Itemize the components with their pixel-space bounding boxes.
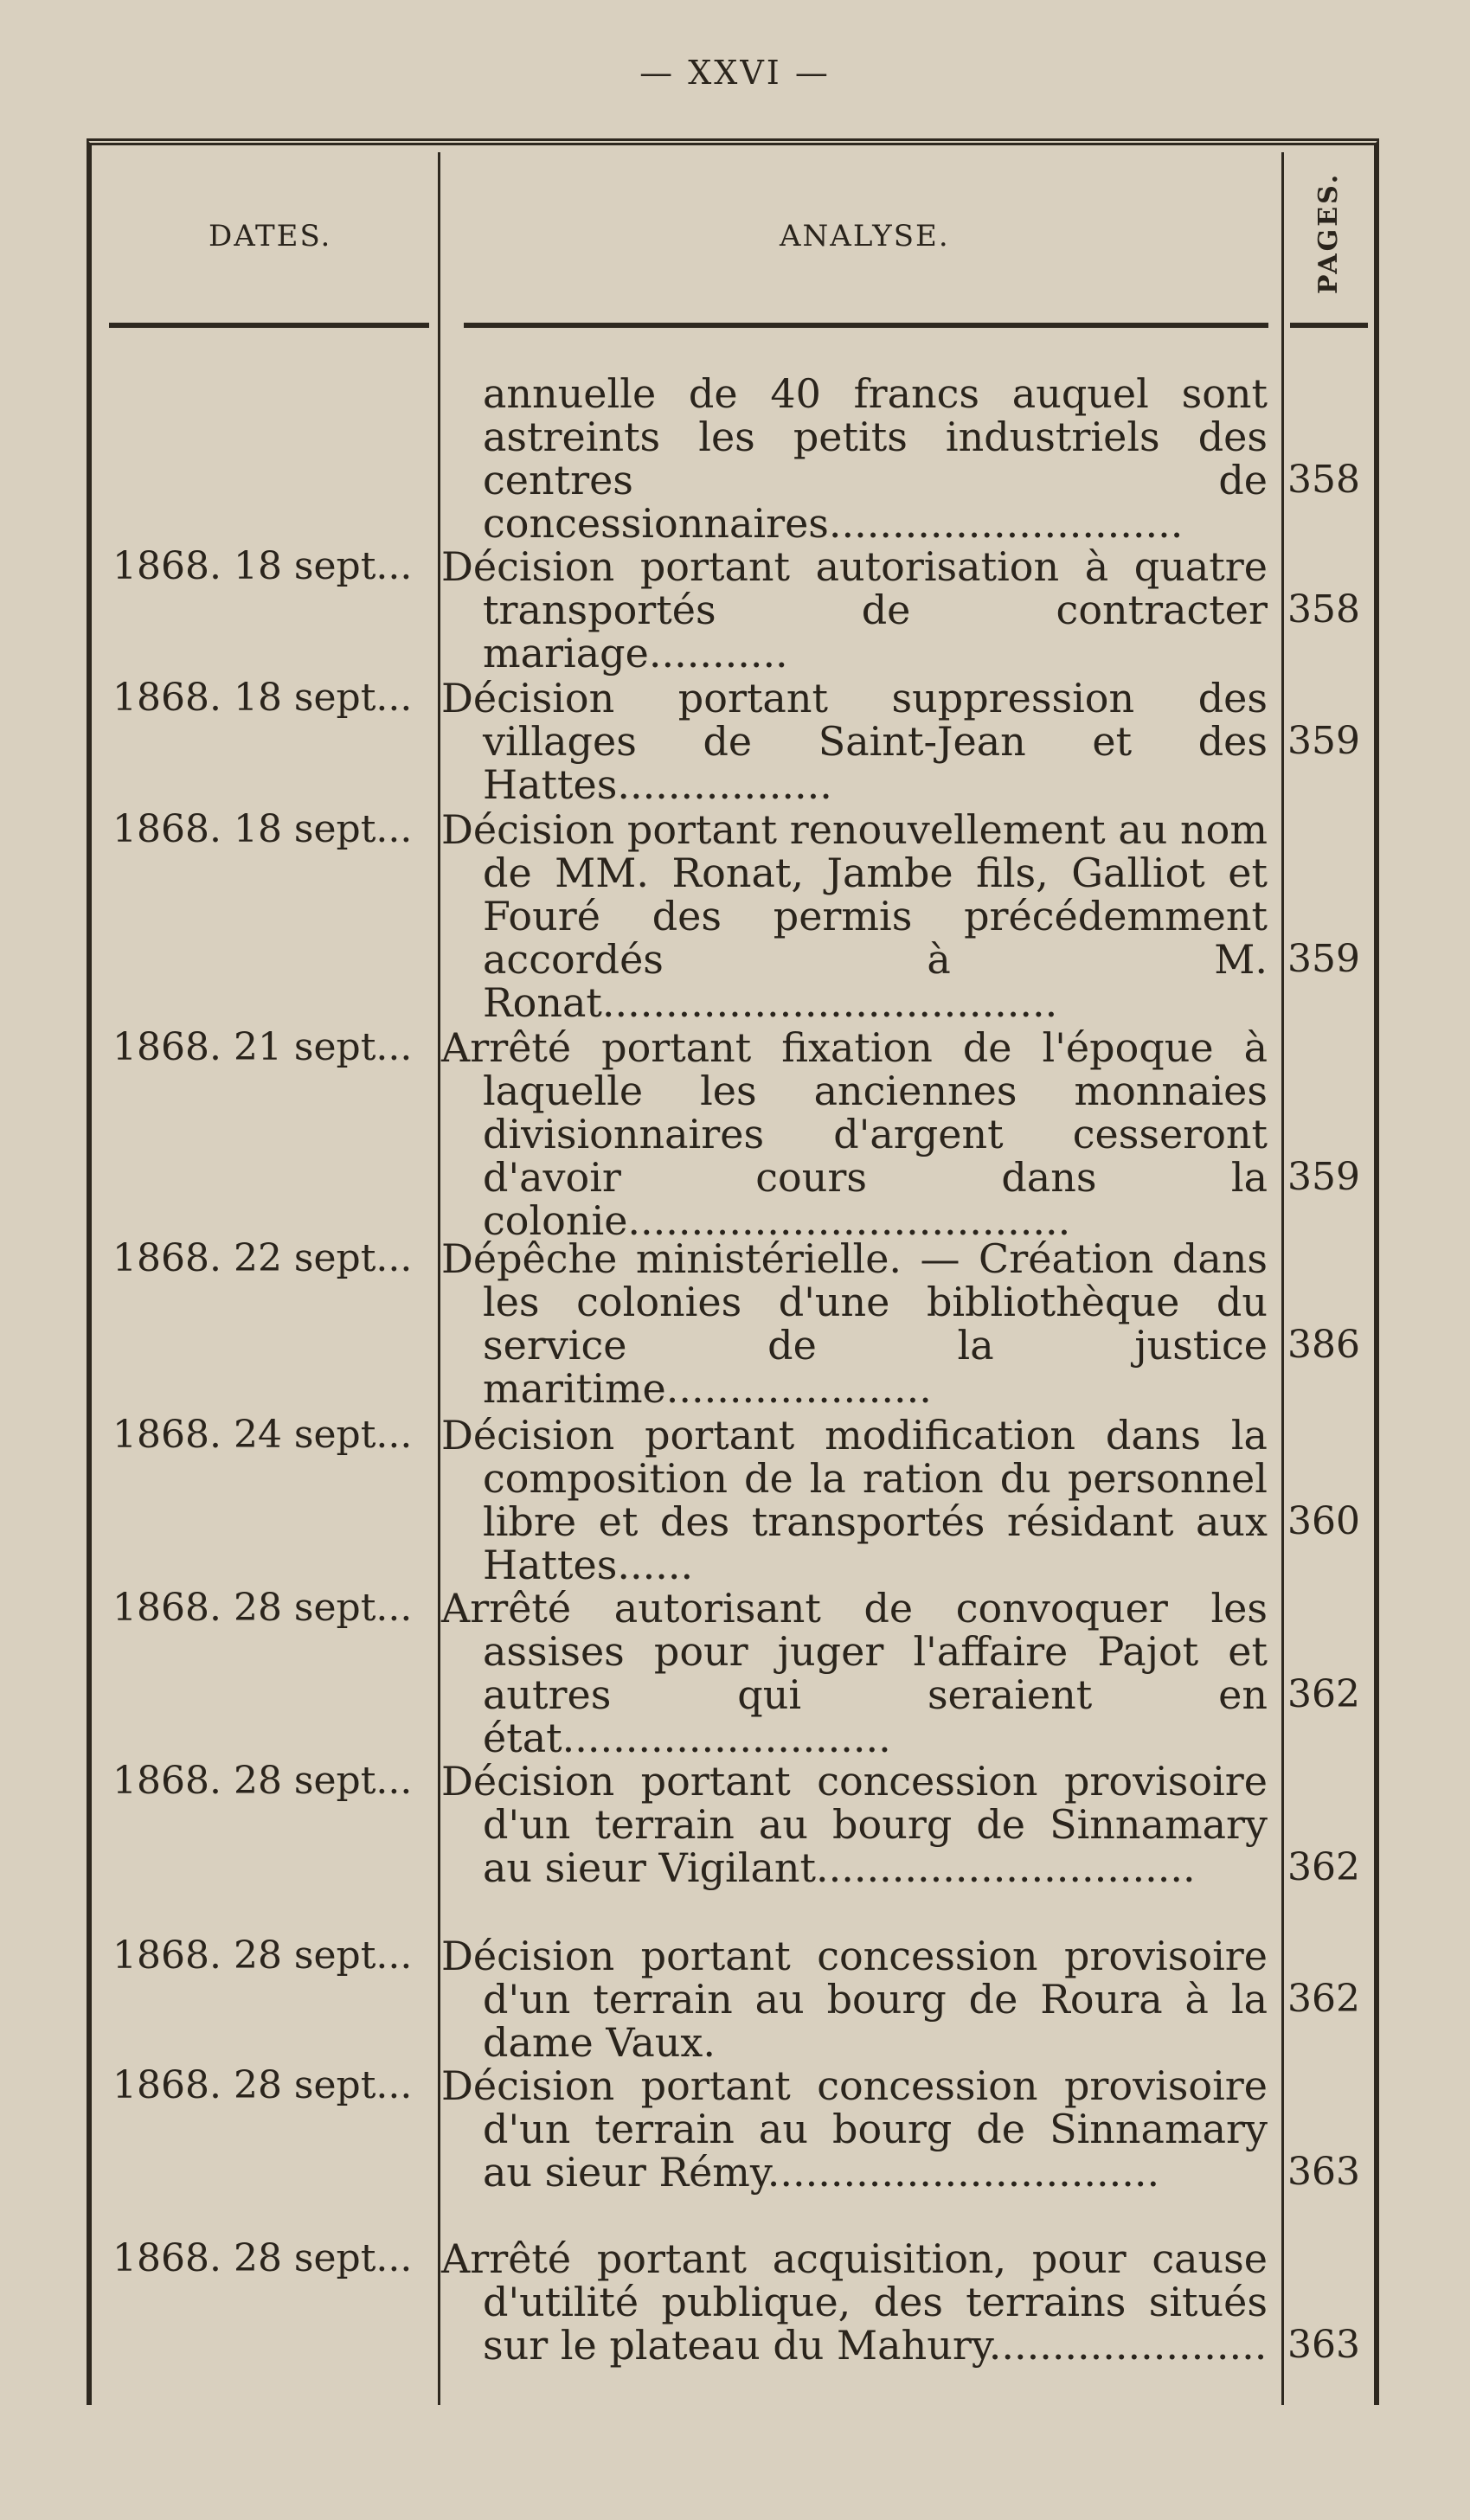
header-rule-dates (109, 323, 429, 328)
entry-date: 1868. 21 sept... (112, 1025, 413, 1069)
entry-page: 359 (1287, 937, 1360, 981)
entry-page: 358 (1287, 587, 1360, 632)
entry-date: 1868. 28 sept... (112, 1933, 413, 1978)
entry-date: 1868. 28 sept... (112, 1586, 413, 1630)
entry-date: 1868. 24 sept... (112, 1413, 413, 1457)
entry-page: 359 (1287, 1155, 1360, 1199)
entry-date: 1868. 28 sept... (112, 2236, 413, 2280)
entry-analyse: Arrêté autorisant de convoquer les assises pour juger l'affaire Pajot et autres qui seraient en état.......................... (441, 1585, 1268, 1761)
entry-page: 358 (1287, 458, 1360, 502)
entry-date: 1868. 28 sept... (112, 2063, 413, 2107)
page-number: — XXVI — (639, 54, 831, 92)
column-divider-dates (438, 152, 440, 2405)
header-dates: DATES. (209, 219, 332, 253)
entry-analyse: Décision portant concession provisoire d'un terrain au bourg de Sinnamary au sieur Rémy............................... (441, 2062, 1268, 2196)
entry-analyse: Décision portant suppression des villages de Saint-Jean et des Hattes................. (441, 675, 1268, 808)
column-divider-pages (1281, 152, 1284, 2405)
entry-analyse: Décision portant concession provisoire d'un terrain au bourg de Sinnamary au sieur Vigilant.............................. (441, 1758, 1268, 1891)
header-pages: PAGES. (1313, 171, 1344, 294)
entry-date: 1868. 18 sept... (112, 544, 413, 588)
entry-page: 359 (1287, 719, 1360, 763)
entry-date: 1868. 18 sept... (112, 807, 413, 851)
header-rule-analyse (464, 323, 1268, 328)
entry-page: 362 (1287, 1672, 1360, 1716)
header-rule-pages (1290, 323, 1368, 328)
entry-analyse: annuelle de 40 francs auquel sont astreints les petits industriels des centres de concessionnaires............................ (483, 370, 1268, 547)
entry-analyse: Arrêté portant acquisition, pour cause d'utilité publique, des terrains situés sur le plateau du Mahury...................... (441, 2235, 1268, 2369)
header-analyse: ANALYSE. (780, 219, 950, 253)
entry-date: 1868. 22 sept... (112, 1236, 413, 1280)
entry-page: 360 (1287, 1499, 1360, 1543)
entry-analyse: Dépêche ministérielle. — Création dans les colonies d'une bibliothèque du service de la justice maritime..................... (441, 1235, 1268, 1412)
entry-date: 1868. 18 sept... (112, 676, 413, 720)
entry-analyse: Arrêté portant fixation de l'époque à laquelle les anciennes monnaies divisionnaires d'argent cesseront d'avoir cours dans la colonie................................... (441, 1024, 1268, 1244)
entry-analyse: Décision portant concession provisoire d'un terrain au bourg de Roura à la dame Vaux. (441, 1933, 1268, 2066)
entry-analyse: Décision portant modification dans la composition de la ration du personnel libre et des transportés résidant aux Hattes...... (441, 1412, 1268, 1588)
entry-analyse: Décision portant renouvellement au nom de MM. Ronat, Jambe fils, Galliot et Fouré des permis précédemment accordés à M. Ronat.................................... (441, 806, 1268, 1026)
entry-page: 362 (1287, 1845, 1360, 1889)
entry-date: 1868. 28 sept... (112, 1759, 413, 1803)
entry-page: 386 (1287, 1323, 1360, 1367)
entry-analyse: Décision portant autorisation à quatre transportés de contracter mariage........... (441, 543, 1268, 676)
entry-page: 363 (1287, 2323, 1360, 2367)
entry-page: 362 (1287, 1977, 1360, 2021)
entry-page: 363 (1287, 2150, 1360, 2194)
